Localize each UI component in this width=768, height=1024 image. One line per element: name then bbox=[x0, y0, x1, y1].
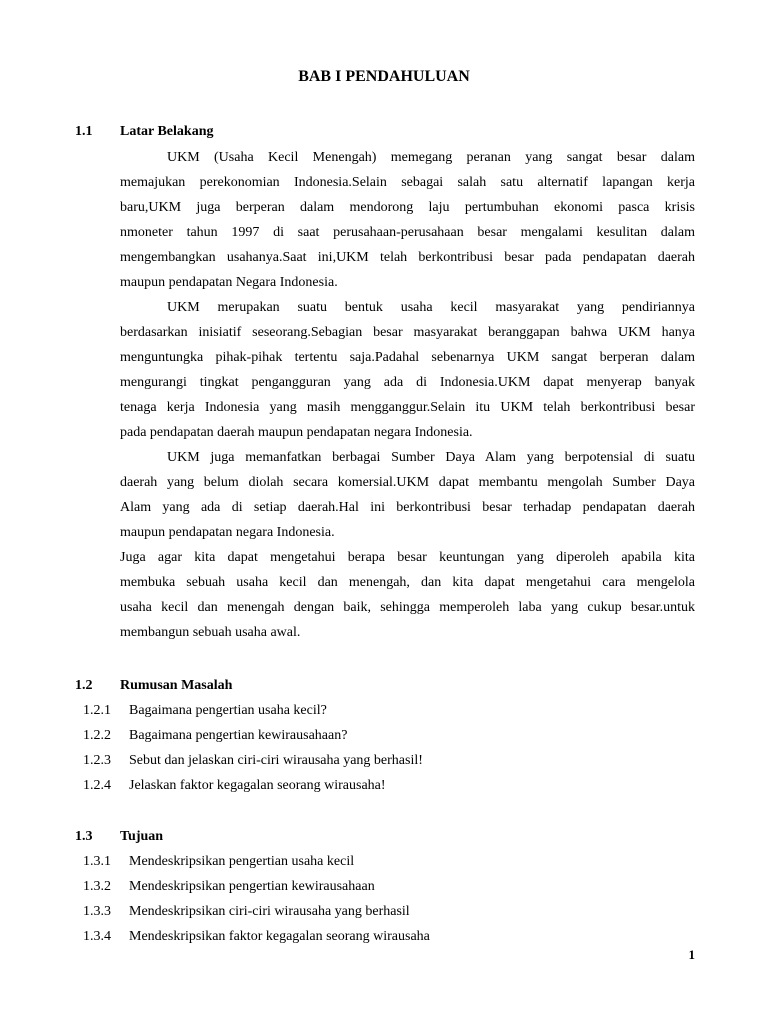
paragraph-line: nmoneter tahun 1997 di saat perusahaan-perusahaan besar mengalami kesulitan dalam bbox=[120, 225, 695, 240]
list-item-number: 1.3.4 bbox=[83, 929, 111, 944]
paragraph-line: maupun pendapatan negara Indonesia. bbox=[120, 525, 335, 540]
list-item-number: 1.2.4 bbox=[83, 778, 111, 793]
paragraph-line: maupun pendapatan Negara Indonesia. bbox=[120, 275, 338, 290]
list-item: Bagaimana pengertian usaha kecil? bbox=[129, 703, 327, 718]
paragraph-line: mengembangkan usahanya.Saat ini,UKM telah berkontribusi besar pada pendapatan daerah bbox=[120, 250, 695, 265]
paragraph-line: daerah yang belum diolah secara komersial.UKM dapat membantu mengolah Sumber Daya bbox=[120, 475, 695, 490]
paragraph-line: baru,UKM juga berperan dalam mendorong laju pertumbuhan ekonomi pasca krisis bbox=[120, 200, 695, 215]
list-item-number: 1.3.1 bbox=[83, 854, 111, 869]
paragraph-line: tenaga kerja Indonesia yang masih mengganggur.Selain itu UKM telah berkontribusi besar bbox=[120, 400, 695, 415]
paragraph-line: UKM (Usaha Kecil Menengah) memegang peranan yang sangat besar dalam bbox=[167, 150, 695, 165]
list-item: Sebut dan jelaskan ciri-ciri wirausaha yang berhasil! bbox=[129, 753, 423, 768]
list-item-number: 1.2.2 bbox=[83, 728, 111, 743]
list-item: Mendeskripsikan pengertian kewirausahaan bbox=[129, 879, 375, 894]
list-item-number: 1.2.3 bbox=[83, 753, 111, 768]
list-item: Jelaskan faktor kegagalan seorang wirausaha! bbox=[129, 778, 386, 793]
section-title-latar-belakang: Latar Belakang bbox=[120, 124, 214, 139]
paragraph-line: berdasarkan inisiatif seseorang.Sebagian besar masyarakat beranggapan bahwa UKM hanya bbox=[120, 325, 695, 340]
page-number: 1 bbox=[688, 947, 695, 962]
section-title-rumusan-masalah: Rumusan Masalah bbox=[120, 678, 233, 693]
paragraph-line: menguntungka pihak-pihak tertentu saja.Padahal sebenarnya UKM sangat berperan dalam bbox=[120, 350, 695, 365]
section-number: 1.2 bbox=[75, 678, 93, 693]
list-item: Bagaimana pengertian kewirausahaan? bbox=[129, 728, 348, 743]
paragraph-line: mengurangi tingkat pengangguran yang ada di Indonesia.UKM dapat menyerap banyak bbox=[120, 375, 695, 390]
chapter-title: BAB I PENDAHULUAN bbox=[298, 68, 470, 85]
paragraph-line: membangun sebuah usaha awal. bbox=[120, 625, 301, 640]
paragraph-line: UKM merupakan suatu bentuk usaha kecil masyarakat yang pendiriannya bbox=[167, 300, 695, 315]
list-item-number: 1.3.3 bbox=[83, 904, 111, 919]
section-title-tujuan: Tujuan bbox=[120, 829, 164, 844]
paragraph-line: usaha kecil dan menengah dengan baik, sehingga memperoleh laba yang cukup besar.untuk bbox=[120, 600, 695, 615]
paragraph-line: Juga agar kita dapat mengetahui berapa besar keuntungan yang diperoleh apabila kita bbox=[120, 550, 695, 565]
section-number: 1.3 bbox=[75, 829, 93, 844]
paragraph-line: membuka sebuah usaha kecil dan menengah, dan kita dapat mengetahui cara mengelola bbox=[120, 575, 695, 590]
list-item: Mendeskripsikan faktor kegagalan seorang wirausaha bbox=[129, 929, 430, 944]
paragraph-line: UKM juga memanfatkan berbagai Sumber Daya Alam yang berpotensial di suatu bbox=[167, 450, 695, 465]
paragraph-line: memajukan perekonomian Indonesia.Selain sebagai salah satu alternatif lapangan kerja bbox=[120, 175, 695, 190]
list-item: Mendeskripsikan pengertian usaha kecil bbox=[129, 854, 355, 869]
list-item: Mendeskripsikan ciri-ciri wirausaha yang berhasil bbox=[129, 904, 410, 919]
list-item-number: 1.2.1 bbox=[83, 703, 111, 718]
section-number: 1.1 bbox=[75, 124, 93, 139]
paragraph-line: pada pendapatan daerah maupun pendapatan negara Indonesia. bbox=[120, 425, 473, 440]
list-item-number: 1.3.2 bbox=[83, 879, 111, 894]
paragraph-line: Alam yang ada di setiap daerah.Hal ini berkontribusi besar terhadap pendapatan daerah bbox=[120, 500, 695, 515]
